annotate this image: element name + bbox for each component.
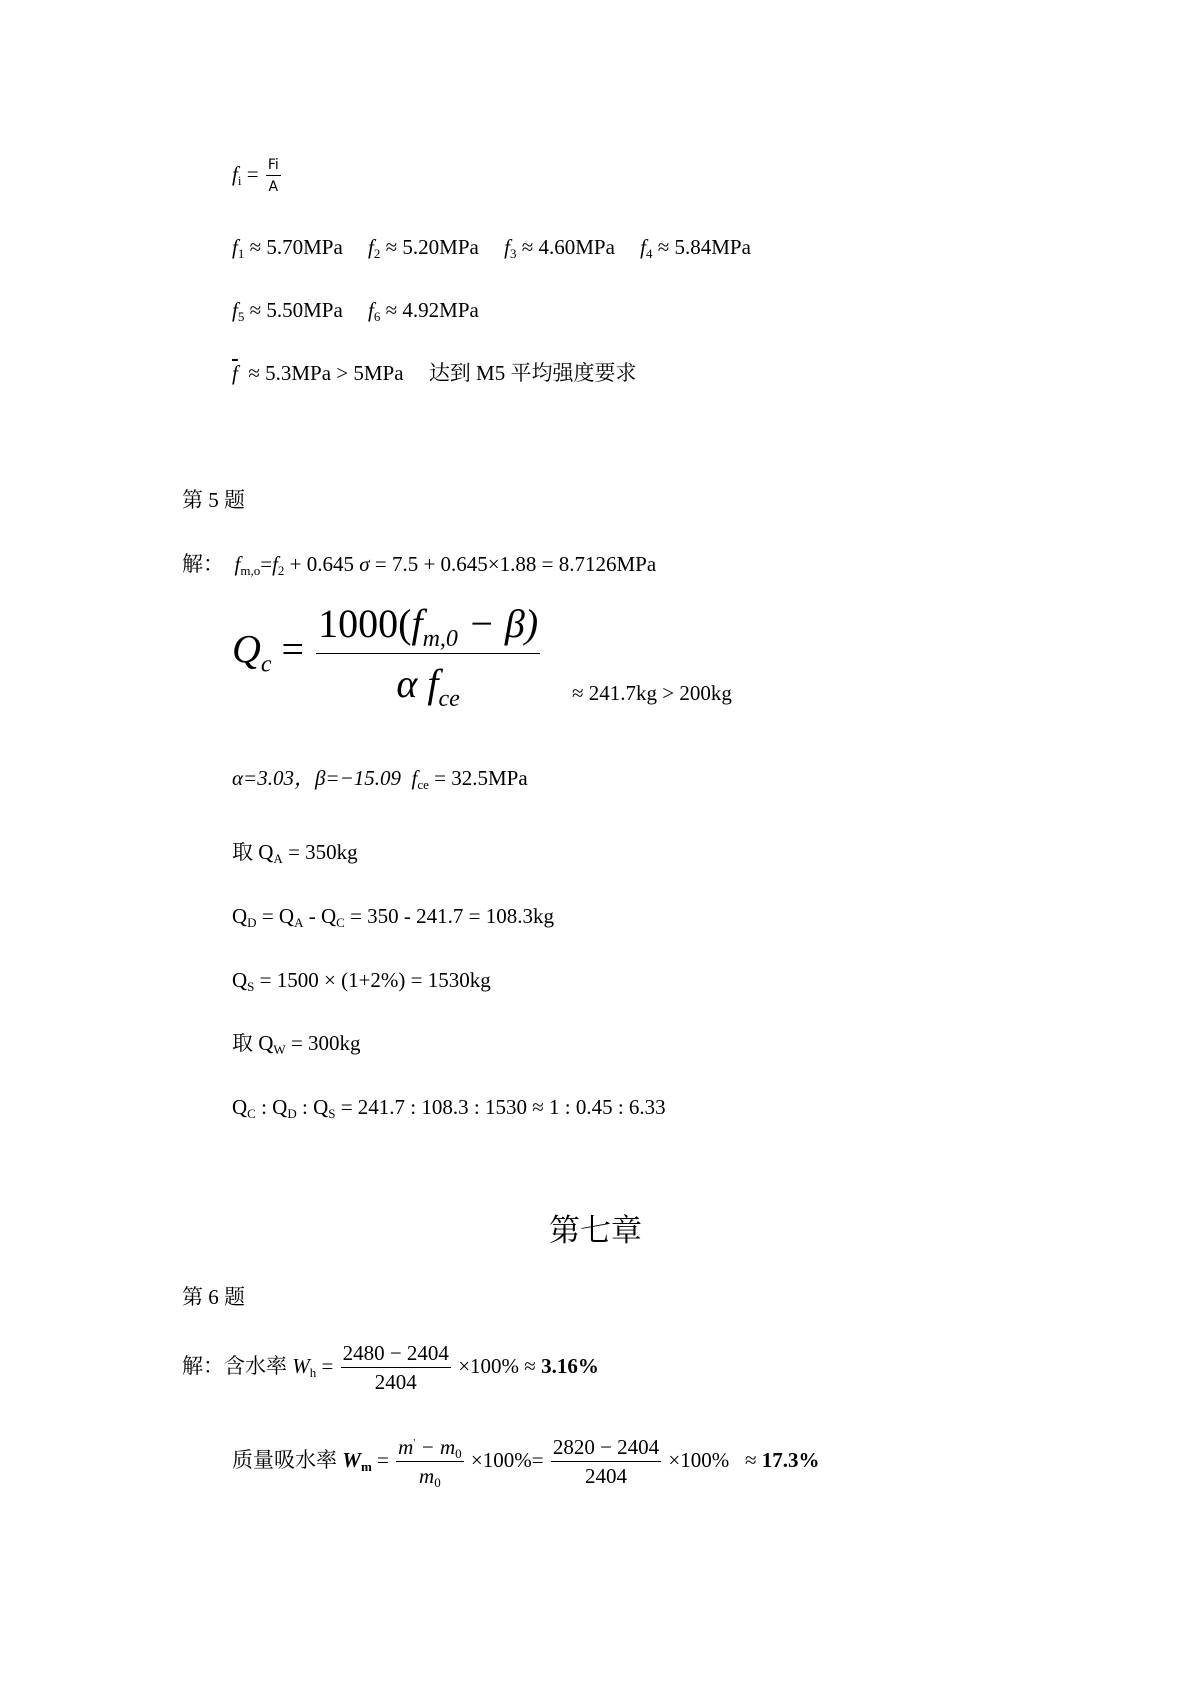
- q5-ratio-line: $Q_C$ : $Q_D$ : $Q_S = 241.7$ : 108.3 : 1530 ≈ 1 : 0.45 : 6.33: [232, 1095, 666, 1121]
- qc-fraction: [316, 600, 540, 712]
- f-value-4: $f_4 \approx 5.84MPa$: [640, 235, 751, 261]
- q5-solve-label: 解：: [182, 552, 224, 576]
- qc-equation: $Q_c$ = $\frac{1000(f_{m,0} - \beta)}{\alpha f_{ce}}$: [232, 601, 539, 712]
- q6-wm-line: 质量吸水率 $W_m$ = $\frac{m' - m_0}{m_0}$ ×100%= $\frac{2820 - 2404}{2404}$ ×100% ≈ 17.3%: [232, 1435, 820, 1490]
- question-5-title: 第 5 题: [182, 488, 245, 512]
- qc-result: ≈ 241.7kg > 200kg: [572, 681, 732, 705]
- q5-fm-line: 解： $f_{m,o}=f_2 + 0.645$ σ = 7.5 + 0.645×1.88 = 8.7126MPa: [182, 552, 657, 578]
- fi-denominator: A: [268, 179, 279, 195]
- fi-fraction: [266, 158, 281, 194]
- q5-qs-line: $Q_S = 1500 \times (1+2\%) = 1530kg$: [232, 968, 491, 994]
- f-value-1: $f_1 \approx 5.70MPa$: [232, 235, 343, 261]
- q5-params-line: α=3.03，β=−15.09 $f_{ce} = 32.5MPa$: [232, 766, 528, 792]
- wm-fraction-2: $\frac{2820 - 2404}{2404}$: [552, 1435, 660, 1488]
- wm-result: 17.3%: [761, 1447, 820, 1472]
- f-values-row-1: [232, 235, 751, 261]
- mean-strength-line: [232, 363, 636, 384]
- fi-subscript: i: [237, 172, 242, 188]
- f-values-row-2: [232, 298, 479, 324]
- f-value-5: $f_5 \approx 5.50MPa$: [232, 298, 343, 324]
- chapter-heading: 第七章: [549, 1213, 642, 1248]
- f-value-6: $f_6 \approx 4.92MPa$: [368, 298, 479, 324]
- wh-result: 3.16%: [541, 1353, 599, 1378]
- qc-numerator: $1000(f_{m,0} - \beta)$: [318, 601, 539, 652]
- mean-value: ≈ 5.3MPa > 5MPa: [248, 361, 404, 385]
- q5-qd-line: $Q_D = Q_A - Q_C = 350 - 241.7 = 108.3kg$: [232, 904, 554, 930]
- fi-numerator: Fi: [266, 158, 281, 176]
- f-value-2: $f_2 \approx 5.20MPa$: [368, 235, 479, 261]
- wh-fraction: $\frac{2480 - 2404}{2404}$: [342, 1341, 449, 1394]
- qc-denominator: α $f_{ce}$: [396, 661, 460, 712]
- question-6-title: 第 6 题: [182, 1285, 245, 1309]
- q5-qa-line: 取 $Q_A = 350kg$: [232, 840, 358, 866]
- mean-conclusion: 达到 M5 平均强度要求: [428, 361, 637, 385]
- sigma-symbol: σ: [359, 552, 370, 576]
- f-bar-symbol: $\overline{f}$: [232, 361, 238, 385]
- f-value-3: $f_3 \approx 4.60MPa$: [504, 235, 615, 261]
- formula-fi: [232, 158, 283, 194]
- fi-symbol: f: [232, 161, 238, 186]
- wm-fraction-1: $\frac{m' - m_0}{m_0}$: [398, 1435, 462, 1490]
- q5-qw-line: 取 $Q_W = 300kg$: [232, 1031, 361, 1057]
- q6-wh-line: 解：含水率 $W_h$ = $\frac{2480 - 2404}{2404}$ ×100% ≈ 3.16%: [182, 1341, 599, 1394]
- fi-equals: =: [246, 161, 259, 186]
